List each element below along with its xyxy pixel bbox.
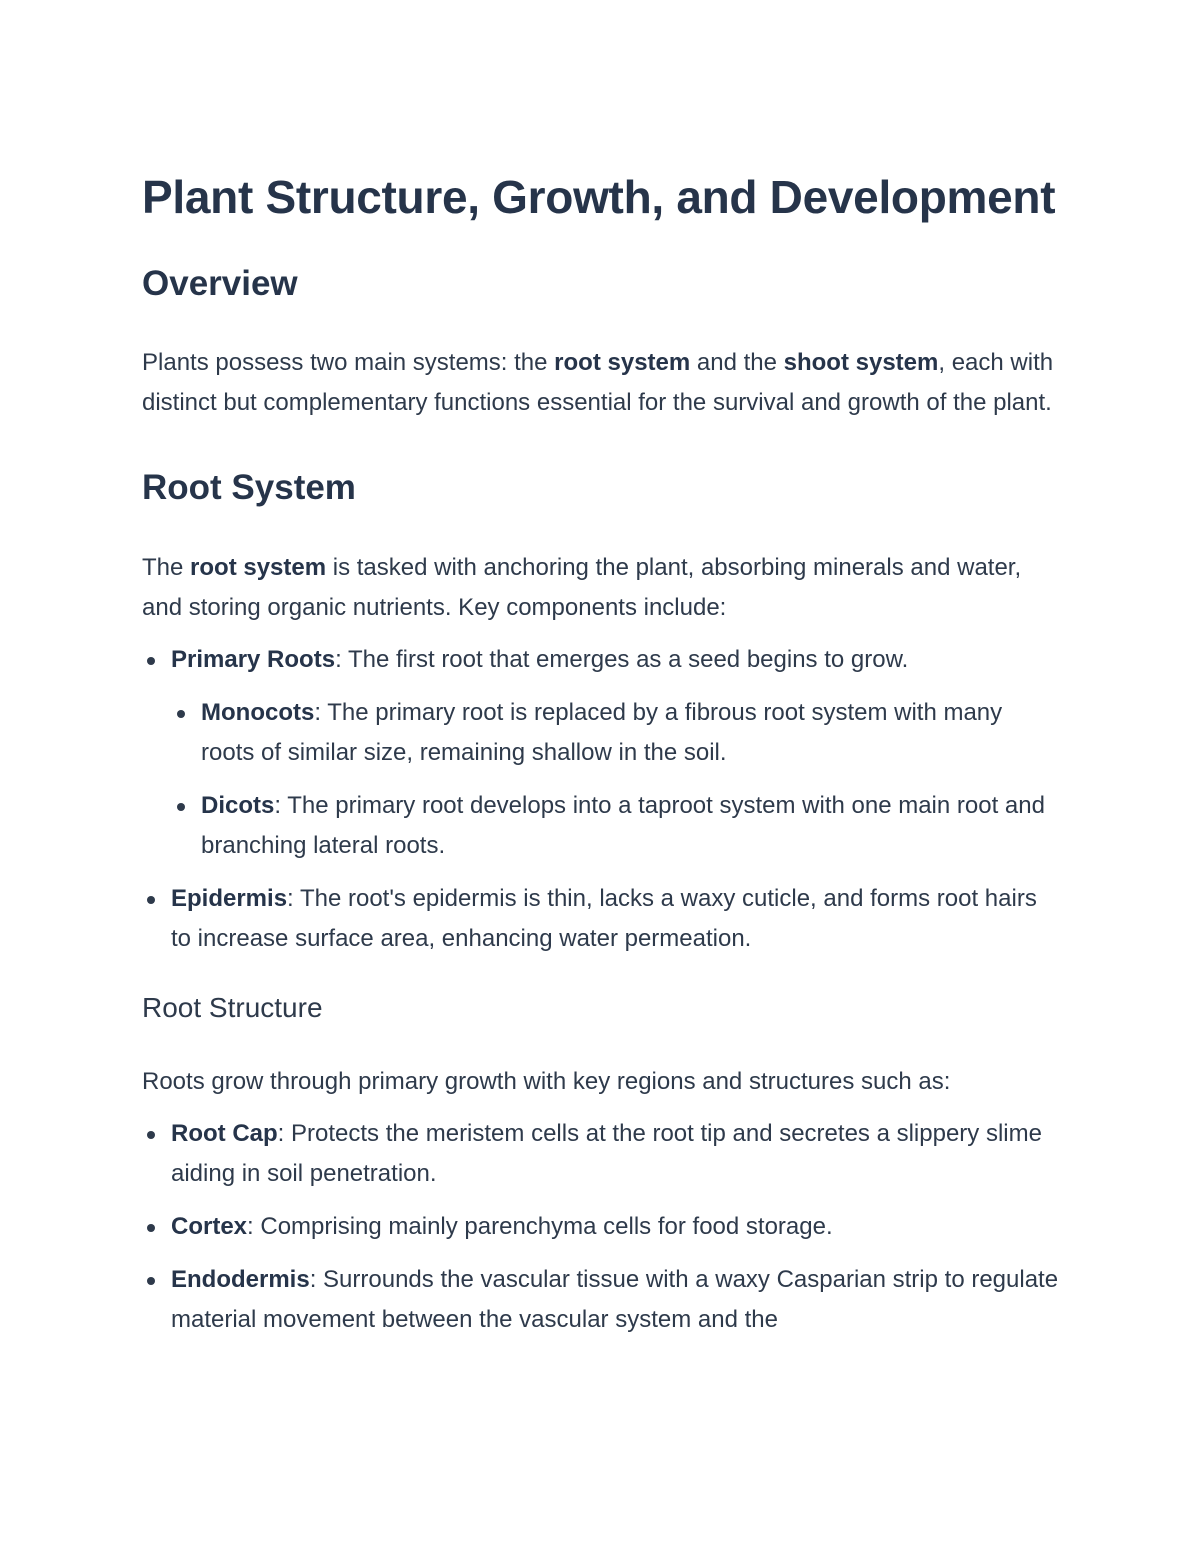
list-item-root-cap [171,1114,1060,1194]
list-item-term: Cortex [171,1213,248,1240]
list-item-term: Dicots [201,792,275,819]
list-item-text: : Protects the meristem cells at the root tip and secretes a slippery slime aiding in soil penetration. [171,1120,1042,1187]
overview-text-rest: , each with distinct but complementary functions essential for the survival and growth of the plant. [142,349,1054,416]
overview-term-root-system: root system [554,349,691,376]
list-item-text: : Comprising mainly parenchyma cells for food storage. [247,1213,833,1240]
root-structure-list [142,1114,1060,1340]
root-system-term: root system [190,554,327,581]
overview-text-mid: and the [690,349,784,376]
overview-paragraph [142,343,1060,423]
list-item-monocots [201,693,1060,773]
list-item-text: : The primary root is replaced by a fibrous root system with many roots of similar size, remaining shallow in the soil. [201,699,1003,766]
list-item-text: : The first root that emerges as a seed begins to grow. [335,646,909,673]
root-system-text-rest: is tasked with anchoring the plant, absorbing minerals and water, and storing organic nutrients. Key components include: [142,554,1022,621]
overview-term-shoot-system: shoot system [783,349,939,376]
root-system-list [142,640,1060,959]
list-item-endodermis [171,1260,1060,1340]
list-item-text: : The primary root develops into a taproot system with one main root and branching lateral roots. [201,792,1045,859]
document-page [142,166,1060,1353]
root-structure-paragraph: Roots grow through primary growth with key regions and structures such as: [142,1068,951,1095]
overview-heading: Overview [142,264,298,303]
list-item-primary-roots [171,640,1060,866]
root-system-text-intro: The [142,554,191,581]
list-item-term: Endodermis [171,1266,310,1293]
list-item-epidermis [171,879,1060,959]
primary-roots-sublist [171,693,1060,866]
page-title: Plant Structure, Growth, and Development [142,171,1056,223]
list-item-term: Primary Roots [171,646,336,673]
root-structure-heading: Root Structure [142,992,323,1023]
list-item-term: Monocots [201,699,315,726]
root-system-paragraph [142,548,1060,628]
root-system-heading: Root System [142,468,356,507]
overview-text-intro: Plants possess two main systems: the [142,349,555,376]
list-item-dicots [201,786,1060,866]
list-item-term: Root Cap [171,1120,278,1147]
list-item-text: : Surrounds the vascular tissue with a waxy Casparian strip to regulate material movement between the vascular system and the [171,1266,1059,1333]
list-item-term: Epidermis [171,885,288,912]
list-item-text: : The root's epidermis is thin, lacks a waxy cuticle, and forms root hairs to increase surface area, enhancing water permeation. [171,885,1037,952]
list-item-cortex [171,1207,1060,1247]
